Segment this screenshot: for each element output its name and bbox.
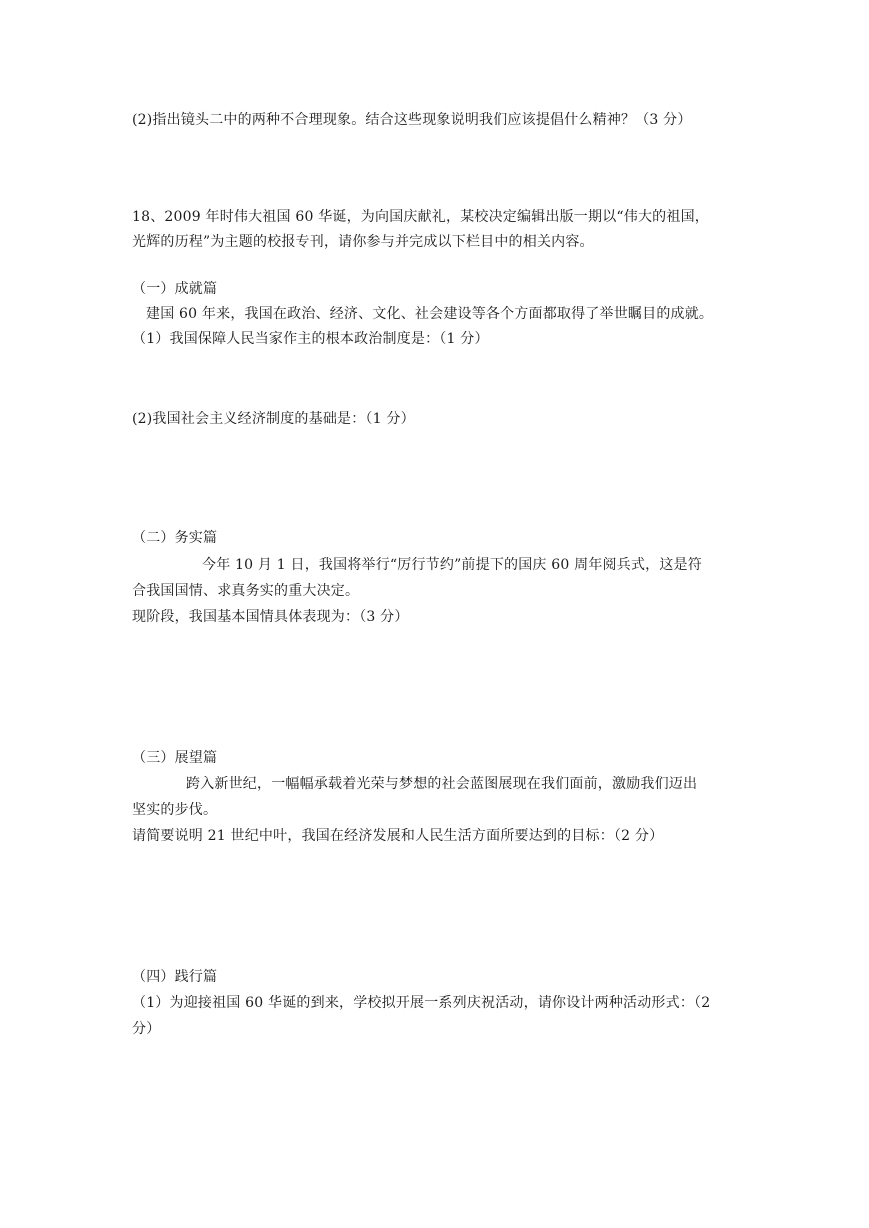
question-18-intro-line-2: 光辉的历程”为主题的校报专刊，请你参与并完成以下栏目中的相关内容。 bbox=[132, 234, 594, 250]
section-outlook-heading: （三）展望篇 bbox=[132, 750, 218, 766]
section-practice-heading: （四）践行篇 bbox=[132, 969, 218, 985]
section-pragmatism-text-line-1: 今年 10 月 1 日，我国将举行“厉行节约”前提下的国庆 60 周年阅兵式，这是符 bbox=[202, 557, 702, 573]
section-pragmatism-heading: （二）务实篇 bbox=[132, 530, 218, 546]
practice-question-1-line-2: 分） bbox=[132, 1021, 161, 1037]
practice-question-1-line-1: （1）为迎接祖国 60 华诞的到来，学校拟开展一系列庆祝活动，请你设计两种活动形式：（2 bbox=[132, 995, 711, 1011]
question-18-intro-line-1: 18、2009 年时伟大祖国 60 华诞，为向国庆献礼，某校决定编辑出版一期以“伟大的祖国， bbox=[132, 209, 709, 225]
outlook-question: 请简要说明 21 世纪中叶，我国在经济发展和人民生活方面所要达到的目标：（2 分） bbox=[132, 828, 664, 844]
section-outlook-text-line-1: 跨入新世纪，一幅幅承载着光荣与梦想的社会蓝图展现在我们面前，激励我们迈出 bbox=[186, 776, 698, 792]
pragmatism-question: 现阶段，我国基本国情具体表现为：（3 分） bbox=[132, 609, 409, 625]
section-outlook-text-line-2: 坚实的步伐。 bbox=[132, 802, 218, 818]
section-achievements-heading: （一）成就篇 bbox=[132, 281, 218, 297]
section-achievements-text: 建国 60 年来，我国在政治、经济、文化、社会建设等各个方面都取得了举世瞩目的成就。 bbox=[146, 306, 714, 322]
achievements-question-2: (2)我国社会主义经济制度的基础是：（1 分） bbox=[132, 411, 415, 427]
achievements-question-1: （1）我国保障人民当家作主的根本政治制度是：（1 分） bbox=[132, 331, 489, 347]
question-17-part-2: (2)指出镜头二中的两种不合理现象。结合这些现象说明我们应该提倡什么精神？（3 分） bbox=[132, 112, 692, 128]
section-pragmatism-text-line-2: 合我国国情、求真务实的重大决定。 bbox=[132, 583, 360, 599]
